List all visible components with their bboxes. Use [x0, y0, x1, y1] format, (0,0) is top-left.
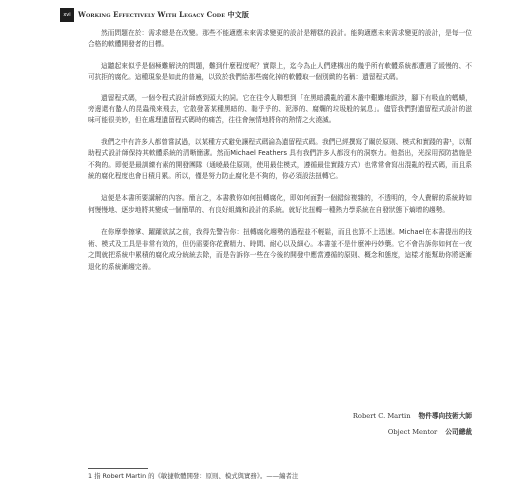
author-title: 物件導向技術大師: [418, 412, 472, 420]
company-name: Object Mentor: [387, 428, 438, 436]
paragraph-5: 這便是本書所要講解的內容。簡言之，本書教你如何扭轉腐化，即如何面對一個錯綜複雜的，不透明的，令人費解的系統時如何慢慢地、逐步地將其變成一個簡單的、有良好組織和設計的系統。就好比扭轉一種熱力學系統在自發狀態下熵增的趨勢。: [88, 194, 472, 214]
paragraph-2: 這聽起來似乎是個極難解決的問題，難到什麼程度呢？實際上，迄今為止人們建構出的幾乎所有軟體系統都遭遇了緩慢的、不可抗拒的腐化。這種現象是如此的普遍，以致於我們給那些腐化掉的軟體取一個別緻的名稱：遺留程式碼。: [88, 61, 472, 82]
footnote-rule: [88, 468, 148, 469]
running-head: Working Effectively With Legacy Code 中文版: [78, 10, 249, 19]
signature-line-2: [88, 426, 472, 436]
paragraph-3: 遺留程式碼，一個令程式設計師感到頭大的詞。它在往令人聯想到「在黑暗濃亂的灌木叢中艱難地跋涉，腳下有吸血的螞蟥，旁邊還有蟄人的昆蟲飛來飛去，它散發著某種黑暗的、黏乎乎的、泥濘的、腐爛的垃圾般的氣息」。儘管我們對遺留程式設計的滋味可能很美妙，但在處理遺留程式碼時的痛苦，往往會無情地將你的熱情之火澆滅。: [88, 93, 472, 125]
footnote: 1 指 Robert Martin 的《敏捷軟體開發：原則、模式與實務》。——編者注: [88, 472, 299, 480]
page-header: [60, 8, 472, 22]
signature-line-1: [88, 410, 472, 420]
company-title: 公司總裁: [445, 428, 472, 436]
page-number-badge: xvi: [60, 8, 74, 22]
paragraph-1: 然而問題在於：需求總是在改變。那些不能適應未來需求變更的設計是糟糕的設計。能夠適應未來需求變更的設計，是每一位合格的軟體開發者的目標。: [88, 29, 472, 49]
paragraph-4: 我們之中有許多人都曾嘗試過，以某種方式避免讓程式碼淪為遺留程式碼。我們已經撰寫了關於原則、模式和實踐的書¹，以幫助程式設計師保持其軟體系統的清晰簡潔。然而Michael Feathers 具有我們許多人都沒有的洞察力。他指出，光採用預防措施是不夠的。即便是最訓練有素的開發團隊（通曉最佳原則，使用最佳模式，遵循最佳實踐方式）也常常會寫出混亂的程式碼，而且系統的腐化程度也會日積月累。所以，僅是努力防止腐化是不夠的，你必須設法扭轉它。: [88, 137, 472, 181]
body-text: [88, 28, 472, 289]
paragraph-6: 在你摩拳擦掌、躍躍欲試之前，我得先警告你：扭轉腐化趨勢的過程並不輕鬆，而且也算不上迅速。Michael在本書提出的技術、模式及工具是非常有效的，但仍需要你花費精力、時間、耐心以及細心。本書並不是什麼神丹妙藥。它不會告訴你如何在一夜之間就把系統中累積的腐化成分統統去除，而是告訴你一些在今後的開發中應當遵循的原則、概念和態度，這樣才能幫助你將逐漸退化的系統漸趨完善。: [88, 228, 472, 271]
author-name: Robert C. Martin: [352, 412, 411, 420]
